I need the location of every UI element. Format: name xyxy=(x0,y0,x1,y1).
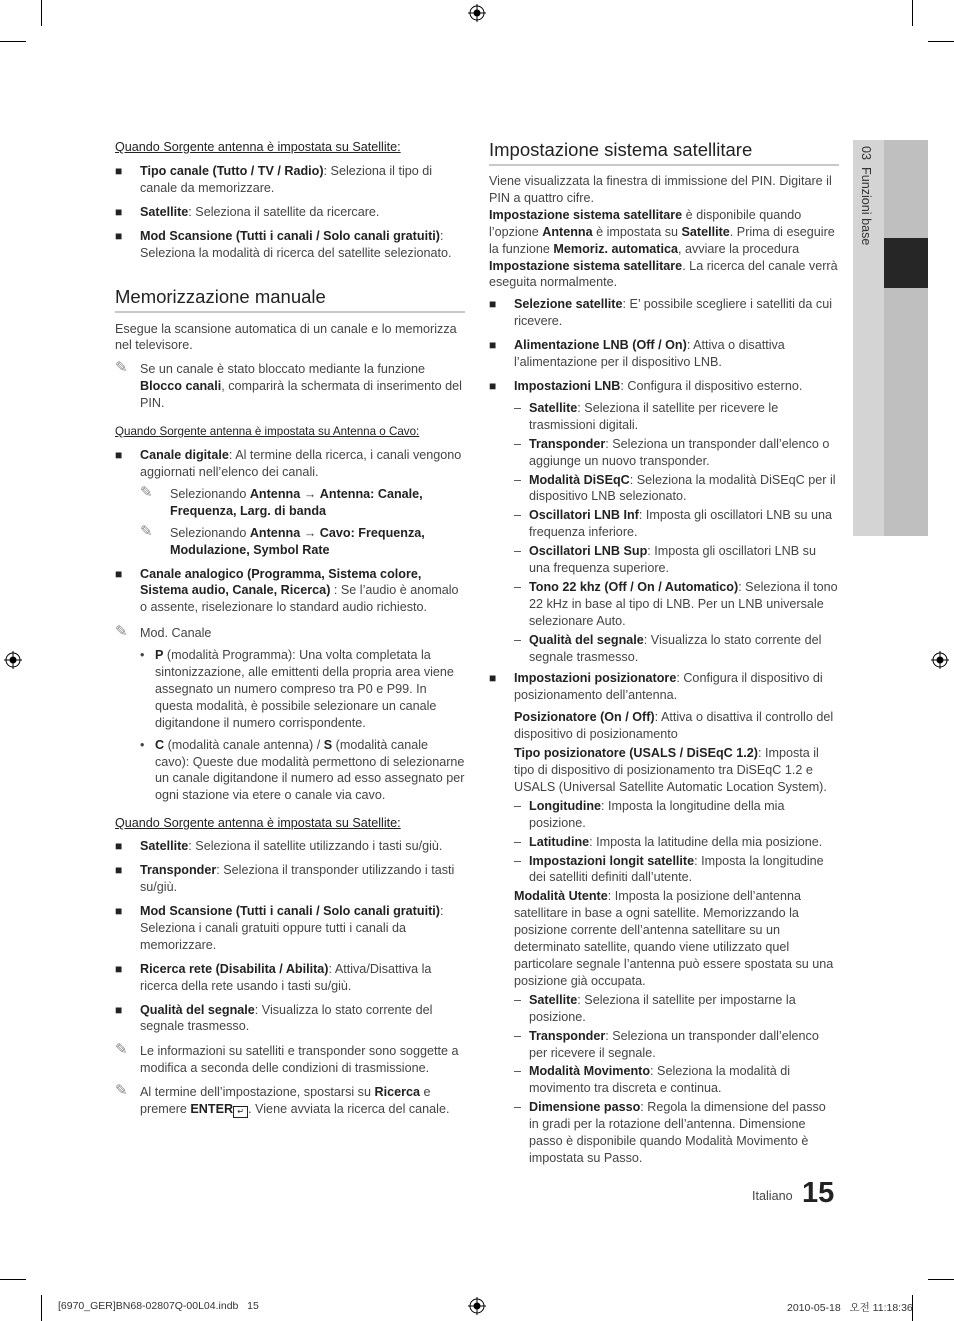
dash-item: – Dimensione passo: Regola la dimensione del passo in gradi per la rotazione dell’antenna. Dimensione passo è disponibile quando Modalità Movimento è impostata su Passo. xyxy=(489,1099,839,1167)
bullet-item: ■ Transponder: Seleziona il transponder utilizzando i tasti su/giù. xyxy=(115,862,465,896)
subheading: Quando Sorgente antenna è impostata su Antenna o Cavo: xyxy=(115,425,420,439)
paragraph: Esegue la scansione automatica di un canale e lo memorizza nel televisore. xyxy=(115,321,457,353)
dash-item: – Satellite: Seleziona il satellite per ricevere le trasmissioni digitali. xyxy=(489,400,839,434)
subheading: Quando Sorgente antenna è impostata su Satellite: xyxy=(115,816,401,831)
paragraph: Tipo posizionatore (USALS / DiSEqC 1.2): Imposta il tipo di dispositivo di posizionamento tra DiSEqC 1.2 e USALS (Universal Satellite Automatic Location System). xyxy=(514,746,827,794)
footer-date: 2010-05-18 오전 11:18:36 xyxy=(787,1302,913,1314)
dash-item: – Latitudine: Imposta la latitudine della mia posizione. xyxy=(489,834,839,851)
crop-mark xyxy=(0,41,26,42)
crop-mark xyxy=(41,0,42,26)
registration-mark-icon xyxy=(468,1297,486,1315)
pencil-icon: ✎ xyxy=(115,1041,128,1059)
note: ✎ Se un canale è stato bloccato mediante la funzione Blocco canali, comparirà la schermata di inserimento del PIN. xyxy=(115,359,462,411)
bullet-item: ■ Alimentazione LNB (Off / On): Attiva o disattiva l’alimentazione per il dispositivo LNB. xyxy=(489,337,839,371)
note: ✎ Al termine dell’impostazione, spostarsi su Ricerca e premere ENTER ↵ . Viene avviata la ricerca del canale. xyxy=(115,1082,450,1117)
side-tab-marker xyxy=(884,238,928,288)
bullet-item: ■ Canale analogico (Programma, Sistema colore, Sistema audio, Canale, Ricerca) : Se l’audio è anomalo o assente, riselezionare lo standard audio richiesto. xyxy=(115,566,465,617)
pencil-icon: ✎ xyxy=(140,483,153,501)
pencil-icon: ✎ xyxy=(115,1082,128,1100)
bullet-item: ■ Impostazioni LNB: Configura il dispositivo esterno. xyxy=(489,378,839,395)
bullet-item: ■ Satellite: Seleziona il satellite da ricercare. xyxy=(115,204,465,221)
bullet-item: ■ Mod Scansione (Tutti i canali / Solo canali gratuiti): Seleziona i canali gratuiti oppure tutti i canali da memorizzare. xyxy=(115,903,465,954)
left-column xyxy=(115,139,465,1118)
dash-item: – Impostazioni longit satellite: Imposta la longitudine dei satelliti definiti dall’utente. xyxy=(489,853,839,887)
crop-mark xyxy=(928,1279,954,1280)
footer-file: [6970_GER]BN68-02807Q-00L04.indb 15 xyxy=(58,1300,259,1312)
registration-mark-icon xyxy=(468,4,486,22)
crop-mark xyxy=(912,0,913,26)
dash-item: – Modalità DiSEqC: Seleziona la modalità DiSEqC per il dispositivo LNB selezionato. xyxy=(489,472,839,506)
dash-item: – Oscillatori LNB Inf: Imposta gli oscillatori LNB su una frequenza inferiore. xyxy=(489,507,839,541)
right-column xyxy=(489,139,839,1167)
crop-mark xyxy=(928,41,954,42)
dash-item: – Modalità Movimento: Seleziona la modalità di movimento tra discreta e continua. xyxy=(489,1063,839,1097)
bullet-item: ■ Tipo canale (Tutto / TV / Radio): Seleziona il tipo di canale da memorizzare. xyxy=(115,163,465,197)
dash-item: – Qualità del segnale: Visualizza lo stato corrente del segnale trasmesso. xyxy=(489,632,839,666)
dot-item: • P (modalità Programma): Una volta completata la sintonizzazione, alle emittenti della propria area viene assegnato un numero compreso tra P0 e P99. In questa modalità, è possibile selezionare un canale digitandone il numero corrispondente. xyxy=(115,647,465,732)
note: ✎ Selezionando Antenna → Antenna: Canale, Frequenza, Larg. di banda xyxy=(140,483,423,518)
section-heading: Impostazione sistema satellitare xyxy=(489,139,839,166)
side-tab-label: 03 Funzioni base xyxy=(859,146,873,246)
registration-mark-icon xyxy=(4,651,22,669)
crop-mark xyxy=(41,1295,42,1321)
subheading: Quando Sorgente antenna è impostata su Satellite: xyxy=(115,140,401,154)
dot-item: • C (modalità canale antenna) / S (modalità canale cavo): Queste due modalità permettono di selezionarne un canale digitandone il numero ad esso assegnato per ogni stazione via etere o canale via cavo. xyxy=(115,737,465,805)
note: ✎ Selezionando Antenna → Cavo: Frequenza, Modulazione, Symbol Rate xyxy=(140,522,425,557)
bullet-item: ■ Impostazioni posizionatore: Configura il dispositivo di posizionamento dell’antenna. xyxy=(489,670,839,704)
paragraph: Modalità Utente: Imposta la posizione dell’antenna satellitare in base a ogni satellite. Memorizzando la posizione corrente dell’antenna satellitare su un determinato satellite, quando viene utilizzato quel particolare segnale l’antenna può essere spostata su una posizione già occupata. xyxy=(514,889,834,988)
note: ✎ Mod. Canale xyxy=(115,623,212,641)
crop-mark xyxy=(0,1279,26,1280)
paragraph: Impostazione sistema satellitare è disponibile quando l’opzione Antenna è impostata su Satellite. Prima di eseguire la funzione Memoriz. automatica, avviare la procedura Impostazione sistema satellitare. La ricerca del canale verrà eseguita normalmente. xyxy=(489,207,838,290)
section-heading: Memorizzazione manuale xyxy=(115,286,465,313)
bullet-item: ■ Satellite: Seleziona il satellite utilizzando i tasti su/giù. xyxy=(115,838,465,855)
bullet-item: ■ Qualità del segnale: Visualizza lo stato corrente del segnale trasmesso. xyxy=(115,1002,465,1036)
side-tab-bar xyxy=(884,140,928,536)
bullet-item: ■ Mod Scansione (Tutti i canali / Solo canali gratuiti): Seleziona la modalità di ricerca del satellite selezionato. xyxy=(115,228,465,262)
footer-language: Italiano xyxy=(752,1189,793,1203)
note: ✎ Le informazioni su satelliti e transponder sono soggette a modifica a seconda delle condizioni di trasmissione. xyxy=(115,1041,459,1076)
dash-item: – Longitudine: Imposta la longitudine della mia posizione. xyxy=(489,798,839,832)
bullet-item: ■ Ricerca rete (Disabilita / Abilita): Attiva/Disattiva la ricerca della rete usando i tasti su/giù. xyxy=(115,961,465,995)
dash-item: – Tono 22 khz (Off / On / Automatico): Seleziona il tono 22 kHz in base al tipo di LNB. Per un LNB universale selezionare Auto. xyxy=(489,579,839,630)
dash-item: – Transponder: Seleziona un transponder dall’elenco o aggiunge un nuovo transponder. xyxy=(489,436,839,470)
dash-item: – Satellite: Seleziona il satellite per impostarne la posizione. xyxy=(489,992,839,1026)
dash-item: – Oscillatori LNB Sup: Imposta gli oscillatori LNB su una frequenza superiore. xyxy=(489,543,839,577)
pencil-icon: ✎ xyxy=(140,522,153,540)
bullet-item: ■ Canale digitale: Al termine della ricerca, i canali vengono aggiornati nell’elenco dei canali. xyxy=(115,447,465,481)
paragraph: Posizionatore (On / Off): Attiva o disattiva il controllo del dispositivo di posizionamento xyxy=(514,710,834,742)
dash-item: – Transponder: Seleziona un transponder dall’elenco per ricevere il segnale. xyxy=(489,1028,839,1062)
page-number: 15 xyxy=(802,1177,835,1209)
pencil-icon: ✎ xyxy=(115,623,128,641)
pencil-icon: ✎ xyxy=(115,359,128,377)
enter-icon: ↵ xyxy=(233,1106,248,1118)
registration-mark-icon xyxy=(931,651,949,669)
bullet-item: ■ Selezione satellite: E’ possibile scegliere i satelliti da cui ricevere. xyxy=(489,296,839,330)
paragraph: Viene visualizzata la finestra di immissione del PIN. Digitare il PIN a quattro cifre. xyxy=(489,174,832,205)
